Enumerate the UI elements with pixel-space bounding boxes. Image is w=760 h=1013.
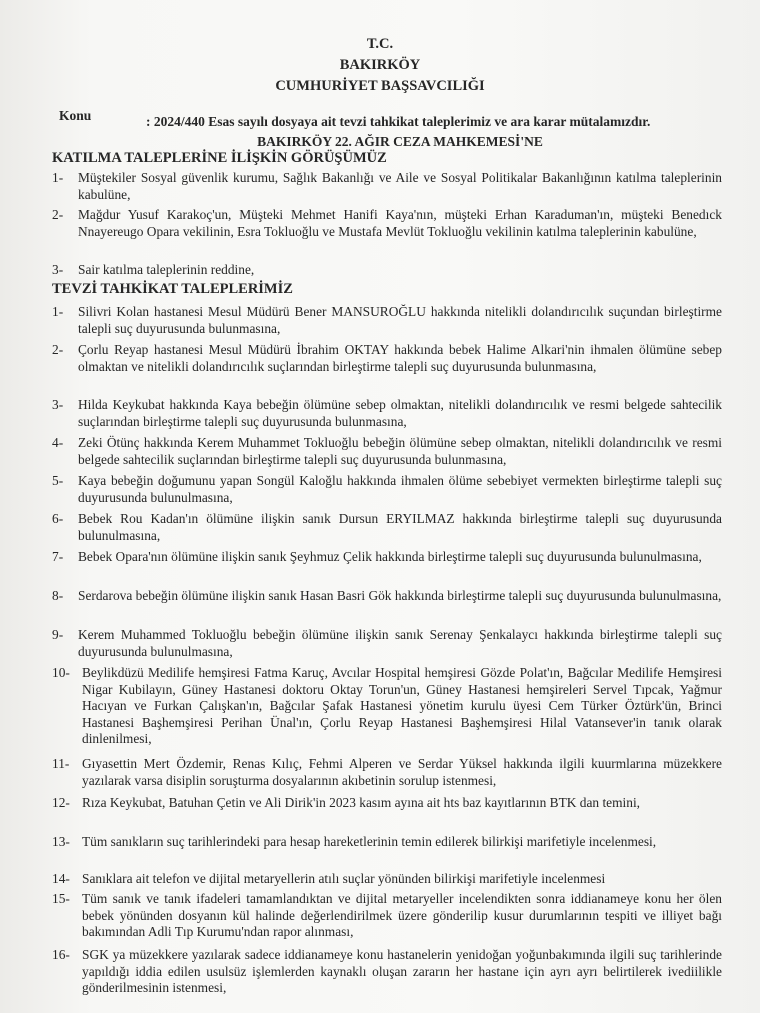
list-item xyxy=(52,262,722,279)
item-number: 15- xyxy=(52,891,70,906)
item-number: 14- xyxy=(52,871,70,886)
section-title-tevzi: TEVZİ TAHKİKAT TALEPLERİMİZ xyxy=(52,281,293,297)
item-number: 9- xyxy=(52,627,64,642)
item-text: Tüm sanıkların suç tarihlerindeki para hesap hareketlerinin temin edilerek bilirkişi marifetiyle incelenmesi, xyxy=(82,834,657,849)
item-text: Bebek Opara'nın ölümüne ilişkin sanık Şeyhmuz Çelik hakkında birleştirme talepli suç duyurusunda bulunulmasına, xyxy=(78,549,702,564)
item-number: 2- xyxy=(52,207,64,222)
list-item xyxy=(52,473,722,506)
list-item xyxy=(52,549,722,566)
item-number: 12- xyxy=(52,795,70,810)
list-item xyxy=(52,795,722,812)
item-text: Sanıklara ait telefon ve dijital metaryellerin atılı suçlar yönünden bilirkişi marifetiyle incelenmesi xyxy=(82,871,606,886)
item-number: 6- xyxy=(52,511,64,526)
list-item xyxy=(52,511,722,544)
item-text: Kerem Muhammed Tokluoğlu bebeğin ölümüne ilişkin sanık Serenay Şenkalaycı hakkında birleştirme talepli suç duyurusunda bulunulmasına, xyxy=(78,627,722,659)
item-number: 8- xyxy=(52,588,64,603)
header-tc: T.C. xyxy=(366,36,394,52)
item-text: Hilda Keykubat hakkında Kaya bebeğin ölümüne sebep olmaktan, nitelikli dolandırıcılık ve resmi belgede sahtecilik suçlarından birleştirme talepli suç duyurusunda bulunmasına, xyxy=(78,397,722,429)
item-text: Kaya bebeğin doğumunu yapan Songül Kaloğlu hakkında ihmalen ölüme sebebiyet vermekten birleştirme talepli suç duyurusunda bulunulmasına, xyxy=(78,473,722,505)
list-item xyxy=(52,834,722,851)
list-item xyxy=(52,397,722,430)
list-item xyxy=(52,170,722,203)
item-number: 16- xyxy=(52,947,70,962)
list-item xyxy=(52,756,722,789)
list-item xyxy=(52,871,722,888)
header-office: CUMHURİYET BAŞSAVCILIĞI xyxy=(275,78,485,94)
list-item xyxy=(52,207,722,240)
item-number: 13- xyxy=(52,834,70,849)
list-item xyxy=(52,665,722,748)
item-number: 1- xyxy=(52,170,64,185)
item-text: Beylikdüzü Medilife hemşiresi Fatma Karuç, Avcılar Hospital hemşiresi Gözde Polat'ın, Bağcılar Medilife Hemşiresi Nigar Kubilayın, Güney Hastanesi doktoru Oktay Torun'un, Güney Hastanesi hemşireleri Servel Tıpcak, Yağmur Hacıyan ve Furkan Çalışkan'ın, Bağcılar Şafak Hastanesi yönetim kurulu üyesi Cem Türker Öztürk'ün, Brinci Hastanesi Başhemşiresi Perihan Ünal'ın, Çorlu Reyap Hastanesi Başhemşiresi Hilal Vatansever'in tanık olarak dinlenilmesi, xyxy=(82,665,722,747)
item-number: 1- xyxy=(52,304,64,319)
item-text: Rıza Keykubat, Batuhan Çetin ve Ali Dirik'in 2023 kasım ayına ait hts baz kayıtlarının BTK dan temini, xyxy=(82,795,641,810)
list-item xyxy=(52,304,722,337)
item-number: 3- xyxy=(52,397,64,412)
item-number: 3- xyxy=(52,262,64,277)
court-addressee: BAKIRKÖY 22. AĞIR CEZA MAHKEMESİ'NE xyxy=(257,134,543,149)
list-item xyxy=(52,588,722,605)
item-text: Mağdur Yusuf Karakoç'un, Müşteki Mehmet Hanifi Kaya'nın, müşteki Erhan Karaduman'ın, müşteki Benedıck Nnayereugo Opara vekilinin, Esra Tokluoğlu ve Mustafa Mevlüt Tokluoğlu vekilinin katılma taleplerinin kabulüne, xyxy=(78,207,722,239)
item-text: Silivri Kolan hastanesi Mesul Müdürü Bener MANSUROĞLU hakkında nitelikli dolandırıcılık suçundan birleştirme talepli suç duyurusunda bulunmasına, xyxy=(78,304,722,336)
list-item xyxy=(52,891,722,941)
item-number: 5- xyxy=(52,473,64,488)
item-number: 10- xyxy=(52,665,70,680)
subject-text: : 2024/440 Esas sayılı dosyaya ait tevzi tahkikat taleplerimiz ve ara karar mütalamızdır. xyxy=(146,114,651,129)
item-number: 4- xyxy=(52,435,64,450)
header-city: BAKIRKÖY xyxy=(339,57,421,73)
list-item xyxy=(52,947,722,997)
list-item xyxy=(52,627,722,660)
item-text: Bebek Rou Kadan'ın ölümüne ilişkin sanık Dursun ERYILMAZ hakkında birleştirme talepli suç duyurusunda bulunulmasına, xyxy=(78,511,722,543)
list-item xyxy=(52,342,722,375)
item-text: SGK ya müzekkere yazılarak sadece iddianameye konu hastanelerin yenidoğan yoğunbakımında ilgili suç tarihlerinde yapıldığı iddia edilen usulsüz işlemlerden kaynaklı oluşan zararın her hastane için ayrı ayrı belirtilerek ivediilikle gönderilmesinin istenmesi, xyxy=(82,947,722,996)
item-text: Serdarova bebeğin ölümüne ilişkin sanık Hasan Basri Gök hakkında birleştirme talepli suç duyurusunda bulunulmasına, xyxy=(78,588,722,603)
section-title-katilma: KATILMA TALEPLERİNE İLİŞKİN GÖRÜŞÜMÜZ xyxy=(52,150,387,166)
item-text: Çorlu Reyap hastanesi Mesul Müdürü İbrahim OKTAY hakkında bebek Halime Alkari'nin ihmalen ölümüne sebep olmaktan ve nitelikli dolandırıcılık suçlarından birleştirme talepli suç duyurusunda bulunmasına, xyxy=(78,342,722,374)
item-text: Müştekiler Sosyal güvenlik kurumu, Sağlık Bakanlığı ve Aile ve Sosyal Politikalar Bakanlığının katılma taleplerinin kabulüne, xyxy=(78,170,722,202)
item-number: 11- xyxy=(52,756,70,771)
item-text: Tüm sanık ve tanık ifadeleri tamamlandıktan ve dijital metaryeller incelendikten sonra iddianameye konu her ölen bebek yönünden dosyanın kül halinde değerlendirilmek üzere gönderilip kusur durumlarının tespiti ve illiyet bağı bakımından Adli Tıp Kurumu'ndan rapor alınması, xyxy=(82,891,722,940)
item-text: Sair katılma taleplerinin reddine, xyxy=(78,262,255,277)
item-text: Gıyasettin Mert Özdemir, Renas Kılıç, Fehmi Alperen ve Serdar Yüksel hakkında ilgili kuurmlarına müzekkere yazılarak varsa disiplin soruşturma dosyalarının akıbetinin sorulup istenmesi, xyxy=(82,756,722,788)
list-item xyxy=(52,435,722,468)
item-number: 7- xyxy=(52,549,64,564)
item-text: Zeki Ötünç hakkında Kerem Muhammet Tokluoğlu bebeğin ölümüne sebep olmaktan, nitelikli dolandırıcılık ve resmi belgede sahtecilik suçlarından birleştirme talepli suç duyurusunda bulunmasına, xyxy=(78,435,722,467)
item-number: 2- xyxy=(52,342,64,357)
subject-label: Konu xyxy=(59,108,92,123)
